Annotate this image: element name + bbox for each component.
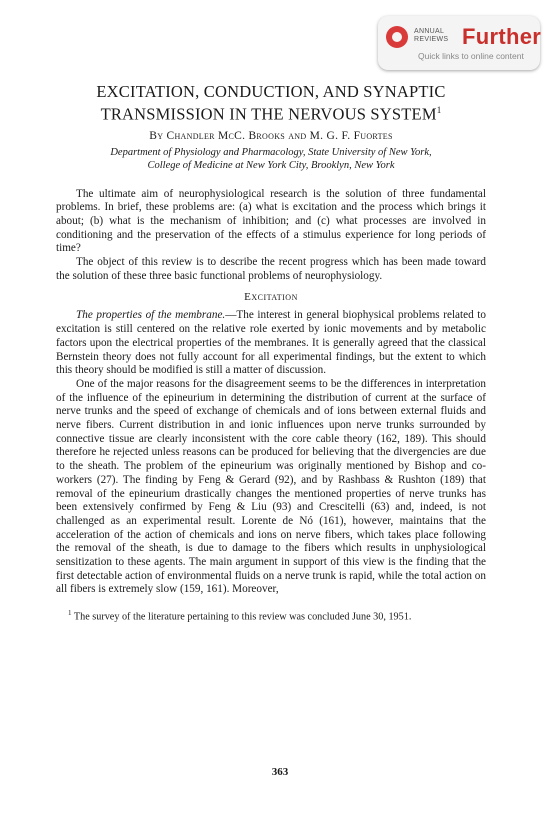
author-byline: By Chandler McC. Brooks and M. G. F. Fuortes (149, 129, 393, 142)
further-badge[interactable] (378, 16, 540, 70)
quick-links-label: Quick links to online content (418, 51, 524, 61)
affiliation-line-2: College of Medicine at New York City, Brooklyn, New York (147, 159, 395, 171)
paragraph-epineurium: One of the major reasons for the disagreement seems to be the differences in interpretation of the influence of the epineurium in determining the distribution of current at the surface of nerve trunks and the speed of exchange of chemicals and of ions between external fluids and nerve fibers. Current distribution in and ionic influences upon nerve trunks surrounded by connective tissue are clearly inconsistent with the core cable theory (162, 189). This should therefore he rejected unless reasons can be produced for believing that the divergencies are due to the sheath. The problem of the epineurium was originally mentioned by Bishop and co-workers (27). The finding by Feng & Gerard (92), and by Rashbass & Rushton (189) that removal of the epineurium drastically changes the mentioned properties of nerve trunks has been extensively confirmed by Feng & Liu (93) and Crescitelli (63) and, indeed, is not challenged as an experimental result. Lorente de Nó (161), however, maintains that the acceleration of the action of chemicals and ions on nerve fibers, which takes place following the removal of the sheath, is due to damage to the fibers which results in unphysiological sensitization to these agents. The main argument in support of this view is the finding that the first detectable action of environmental fluids on a nerve trunk is rapid, while the total action on all fibers is extremely slow (159, 161). Moreover, (56, 377, 486, 596)
title-line-2: TRANSMISSION IN THE NERVOUS SYSTEM (100, 104, 437, 124)
subsection-heading: The properties of the membrane. (76, 309, 226, 322)
affiliation-line-1: Department of Physiology and Pharmacology, State University of New York, (110, 146, 432, 158)
paragraph-membrane-text: —The interest in general biophysical problems related to excitation is still centered on the relative role exerted by ionic movements and by metabolic factors upon the electrical properties of the membranes. It is generally agreed that the classical Bernstein theory does not fully account for all experimental findings, but the extent to which this theory should be modified is still a matter of discussion. (56, 309, 487, 377)
section-heading: Excitation (244, 291, 298, 304)
article-body (56, 82, 486, 624)
further-label: Further (462, 24, 542, 49)
article-title (56, 82, 486, 124)
affiliation (56, 146, 486, 172)
annual-reviews-logo-icon (386, 26, 408, 48)
page-number: 363 (271, 766, 289, 778)
paragraph-membrane (56, 309, 486, 378)
footnote-text: The survey of the literature pertaining to this review was concluded June 30, 1951. (73, 611, 412, 623)
annual-reviews-label: ANNUAL REVIEWS (414, 28, 449, 43)
footnote (56, 607, 486, 623)
paragraph-intro-2: The object of this review is to describe the recent progress which has been made toward the solution of these three basic functional problems of neurophysiology. (56, 256, 486, 282)
title-line-1: EXCITATION, CONDUCTION, AND SYNAPTIC (96, 82, 446, 101)
paragraph-intro-1: The ultimate aim of neurophysiological research is the solution of three fundamental problems. In brief, these problems are: (a) what is excitation and the process which brings it about; (b) what is the mechanism of inhibition; and (c) what processes are involved in conditioning and the preservation of the effects of a stimulus experience for long periods of time? (56, 187, 486, 255)
footnote-mark: 1 (68, 609, 72, 618)
title-footnote-mark[interactable]: 1 (436, 105, 442, 115)
